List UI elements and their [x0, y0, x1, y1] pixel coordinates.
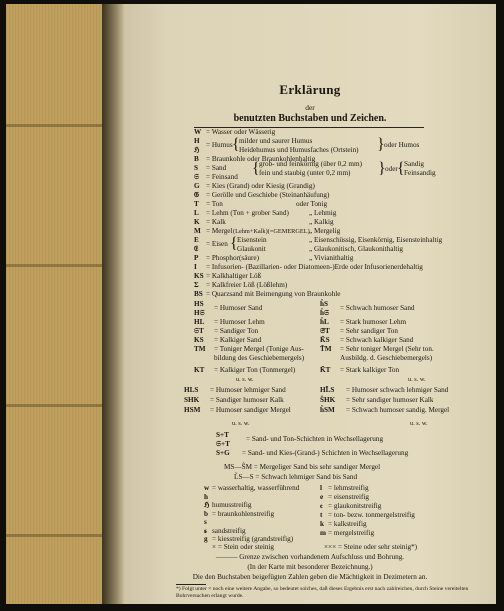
- book-gutter: [102, 4, 124, 604]
- legend-text: = Schwach humoser sandig. Mergel: [346, 406, 450, 414]
- layer-key-2: 𝔖+T: [216, 440, 230, 448]
- legend-text: = Humoser schwach lehmiger Sand: [346, 386, 449, 394]
- eisen-a: Eisenstein: [237, 236, 267, 244]
- legend-text: = mergelstreifig: [328, 529, 375, 537]
- humus-label: = Humus: [206, 141, 233, 149]
- legend-key: t: [320, 511, 323, 519]
- legend-key: B: [194, 155, 199, 163]
- sand-d: Feinsandig: [404, 169, 436, 177]
- legend-text: = lehmstreifig: [328, 484, 369, 492]
- legend-key: KT: [194, 366, 205, 374]
- stone-a: × = Stein oder steinig: [212, 543, 275, 551]
- page-title: Erklärung: [279, 82, 341, 97]
- legend-key: K̃S: [320, 336, 330, 344]
- legend-text: = Humoser Lehm: [214, 318, 265, 326]
- legend-text: = Quarzsand mit Beimengung von Braunkohle: [206, 290, 341, 298]
- legend-text: = Kalkiger Sand: [214, 336, 262, 344]
- footnote: *) Folgt unter × noch eine weitere Angabe, so bedeutet solches, daß dieses Ergebnis erst nach zahlreichen, durch Steine vereitelten Bohrversuchen erlangt wurde.: [176, 586, 469, 599]
- legend-key: W: [194, 128, 202, 136]
- layer-key-3: S+G: [216, 449, 230, 457]
- usw-1: u. s. w.: [236, 376, 254, 383]
- legend-key: w: [204, 484, 210, 492]
- legend-text: = Sand: [206, 164, 227, 172]
- eisen-label: = Eisen: [206, 240, 228, 248]
- legend-text: = Feinsand: [206, 173, 238, 181]
- legend-key: HL̃S: [320, 386, 335, 394]
- ms-line: MS—ŜM = Mergeliger Sand bis sehr sandiger Mergel: [224, 463, 381, 471]
- legend-text: = Sehr toniger Mergel (Sehr ton.: [340, 345, 434, 353]
- sand-or: oder: [385, 165, 398, 173]
- mergel-note: (Lehm+Kalk)(=GEMERGEL): [233, 228, 310, 235]
- usw-2: u. s. w.: [408, 376, 426, 383]
- legend-text: = ton- bezw. tonmergelstreifig: [328, 511, 415, 519]
- legend-key: T: [194, 200, 199, 208]
- legend-key: KS: [194, 272, 204, 280]
- humus-brace-right: }: [377, 136, 385, 153]
- legend-key: 𝔈: [194, 245, 199, 253]
- title-connector: der: [305, 103, 315, 112]
- legend-text: = Sandiger humoser Kalk: [210, 396, 284, 404]
- legend-text: = Sehr sandiger Ton: [340, 327, 398, 335]
- legend-key: m: [320, 529, 326, 537]
- legend-text: = Stark kalkiger Ton: [340, 366, 400, 374]
- legend-key-alt: ĥ𝔖: [320, 309, 330, 317]
- legend-key: ℌ: [194, 146, 200, 154]
- legend-text: = Kalkfreier Löß (Lößlehm): [206, 281, 288, 289]
- legend-text: sandstreifig: [212, 526, 246, 535]
- humus-or: oder Humos: [384, 141, 420, 149]
- legend-key: 𝔖: [194, 173, 200, 181]
- legend-key: I: [194, 263, 197, 271]
- kalk-or: „ Kalkig: [309, 218, 334, 226]
- eisen-or-b: „ Glaukonitisch, Glaukonithaltig: [309, 245, 404, 253]
- legend-text: = wasserhaltig, wasserführend: [212, 484, 300, 492]
- humus-brace: {: [232, 136, 240, 153]
- sand-b: fein und staubig (unter 0,2 mm): [259, 169, 351, 177]
- legend-key: SHK: [184, 396, 200, 404]
- lehm-or: „ Lehmig: [309, 209, 337, 217]
- phos-or: „ Vivianithaltig: [309, 254, 354, 262]
- legend-key: S: [194, 164, 198, 172]
- legend-key: k: [320, 520, 324, 528]
- layer-text-1: = Sand- und Ton-Schichten in Wechsellagerung: [246, 435, 384, 443]
- legend-text: = kiesstreifig (grandstreifig): [212, 535, 294, 543]
- boundary-line: ——— Grenze zwischen vorhandenem Aufschluss und Bohrung.: [215, 553, 405, 561]
- legend-key: 𝔖̃T: [320, 327, 330, 335]
- legend-text: = Wasser oder Wässerig: [206, 128, 276, 136]
- legend-key: b: [204, 509, 208, 518]
- ton-or: oder Tonig: [296, 200, 328, 208]
- legend-text: bildung des Geschiebemergels): [214, 354, 305, 362]
- legend-key: M: [194, 227, 201, 235]
- map-note: (In der Karte mit besonderer Bezeichnung.): [247, 563, 373, 571]
- legend-key: K: [194, 218, 200, 226]
- sand-c: Sandig: [404, 160, 424, 168]
- usw-4: u. s. w.: [410, 420, 428, 427]
- legend-key: 𝔊: [194, 191, 200, 199]
- legend-key: l: [320, 484, 322, 492]
- legend-text: = Kalkiger Ton (Tonmergel): [214, 366, 296, 374]
- sand-brace-2: {: [397, 160, 405, 177]
- legend-text: = Toniger Mergel (Tonige Aus-: [214, 345, 304, 353]
- thickness-note: Die den Buchstaben beigefügten Zahlen geben die Mächtigkeit in Dezimetern an.: [192, 573, 428, 581]
- legend-text: = Sehr sandiger humoser Kalk: [346, 396, 434, 404]
- legend-text: = Ton: [206, 200, 223, 208]
- legend-text: = Mergel: [206, 227, 233, 235]
- humus-b: Heidehumus und Humusfaches (Ortstein): [239, 146, 359, 154]
- legend-text: = Lehm (Ton + grober Sand): [206, 209, 289, 217]
- legend-key: HS: [194, 300, 204, 308]
- legend-key: T̃M: [320, 345, 332, 353]
- legend-key: K̃T: [320, 366, 331, 374]
- legend-text: = Sandiger Ton: [214, 327, 259, 335]
- legend-text: = Humoser Sand: [214, 304, 263, 312]
- legend-key: HSM: [184, 406, 201, 414]
- stone-b: ××× = Steine oder sehr steinig*): [324, 543, 418, 551]
- legend-text: = Schwach humoser Sand: [340, 304, 415, 312]
- legend-text: = Kies (Grand) oder Kiesig (Grandig): [206, 182, 315, 190]
- page-edges: [6, 4, 104, 604]
- sand-brace: {: [252, 160, 260, 177]
- legend-key: 𝔖T: [194, 327, 204, 335]
- legend-text: = braunkohlenstreifig: [212, 509, 275, 518]
- humus-a: milder und saurer Humus: [239, 137, 313, 145]
- legend-text: = Gerölle und Geschiebe (Steinanhäufung): [206, 191, 330, 199]
- ls-line: L̃S—S = Schwach lehmiger Sand bis Sand: [234, 473, 358, 481]
- legend-key: BS: [194, 290, 203, 298]
- legend-key: h: [204, 492, 208, 501]
- sand-a: grob- und feinkörnig (über 0,2 mm): [259, 160, 362, 168]
- legend-key: ĥSM: [320, 406, 335, 414]
- legend-key: P: [194, 254, 199, 262]
- legend-text: humusstreifig: [212, 501, 252, 509]
- legend-key: ŜHK: [320, 396, 336, 404]
- mergel-or: „ Mergelig: [309, 227, 341, 235]
- legend-text: = Phosphor(säure): [206, 254, 259, 262]
- sand-brace-right: }: [378, 160, 386, 177]
- legend-text: = Kalk: [206, 218, 226, 226]
- legend-text: = glaukonitstreifig: [328, 502, 382, 510]
- legend-key: ℌ: [204, 501, 210, 509]
- legend-key: g: [204, 535, 208, 543]
- legend-text: = eisenstreifig: [328, 493, 369, 501]
- legend-key: HL: [194, 318, 205, 326]
- legend-key: e: [320, 493, 324, 501]
- legend-key: s: [204, 518, 207, 526]
- usw-3: u. s. w.: [232, 420, 250, 427]
- legend-key: H: [194, 137, 200, 145]
- legend-text: = Braunkohle oder Braunkohlenhaltig: [206, 155, 316, 163]
- legend-key: ĥS: [320, 300, 328, 308]
- legend-text: = Humoser sandiger Mergel: [210, 406, 291, 414]
- legend-key: ĥL: [320, 318, 329, 326]
- legend-text: = Kalkhaltiger Löß: [206, 272, 262, 280]
- legend-key: KS: [194, 336, 204, 344]
- legend-key: G: [194, 182, 200, 190]
- legend-text: = Humoser lehmiger Sand: [210, 386, 286, 394]
- footnote-rule: [176, 584, 206, 585]
- legend-key: E: [194, 236, 199, 244]
- eisen-b: Glaukonit: [237, 245, 266, 253]
- legend-key: 𝔢: [320, 502, 323, 510]
- legend-text: = Stark humoser Lehm: [340, 318, 407, 326]
- legend-key: Σ: [194, 281, 199, 289]
- legend-text: = Infusorien- (Bazillarien- oder Diatomeen-)Erde oder Infusorienerdehaltig: [206, 263, 423, 271]
- layer-text-2: = Sand- und Kies-(Grand-) Schichten in Wechsellagerung: [242, 449, 409, 457]
- legend-text: = Schwach kalkiger Sand: [340, 336, 414, 344]
- legend-key: HLS: [184, 386, 199, 394]
- legend-key-alt: H𝔖: [194, 309, 205, 317]
- eisen-or-a: „ Eisenschüssig, Eisenkörnig, Eisensteinhaltig: [309, 236, 443, 244]
- legend-page: [124, 4, 496, 604]
- layer-key-1: S+T: [216, 431, 229, 439]
- legend-text: = kalkstreifig: [328, 520, 367, 528]
- legend-key: L: [194, 209, 199, 217]
- page-subtitle: benutzten Buchstaben und Zeichen.: [233, 113, 387, 124]
- legend-text: Ausbildg. d. Geschiebemergels): [340, 354, 433, 362]
- legend-key: 𝔰: [204, 526, 207, 535]
- eisen-brace: {: [230, 235, 238, 252]
- legend-key: TM: [194, 345, 206, 353]
